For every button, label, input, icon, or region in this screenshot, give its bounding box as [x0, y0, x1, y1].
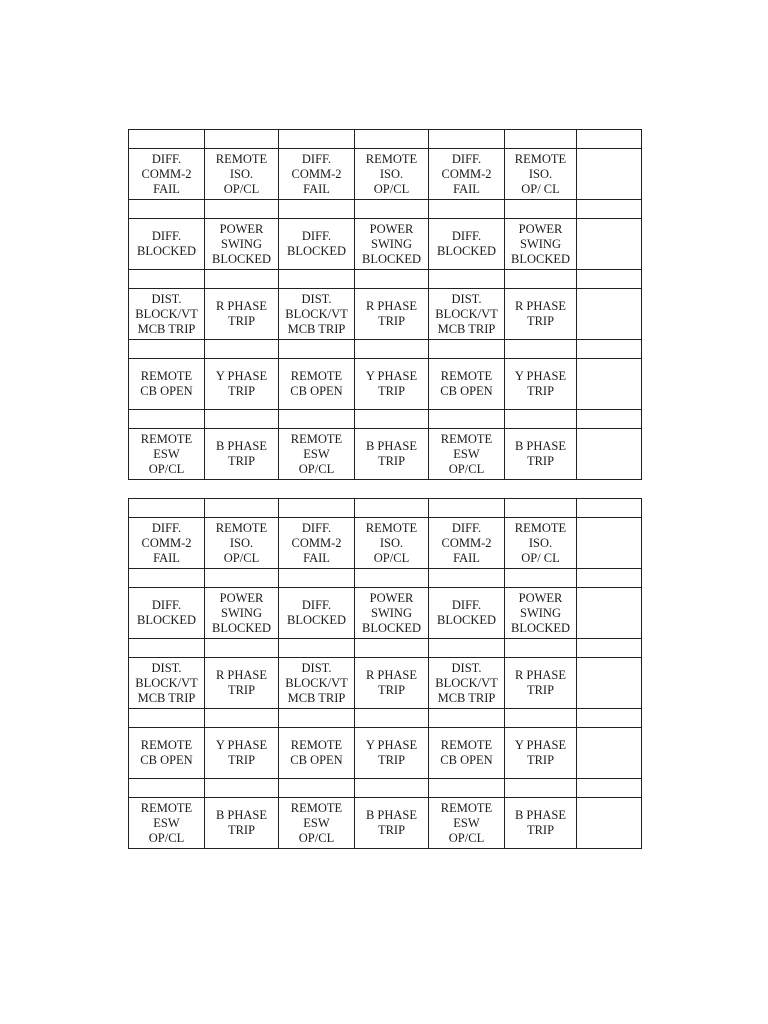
spacer-cell — [505, 709, 577, 728]
spacer-cell — [577, 270, 642, 289]
annunciator-cell: REMOTE ISO. OP/CL — [205, 149, 279, 200]
annunciator-cell: B PHASE TRIP — [505, 429, 577, 480]
annunciator-cell — [577, 149, 642, 200]
spacer-cell — [577, 639, 642, 658]
spacer-cell — [355, 340, 429, 359]
annunciator-cell: DIFF. BLOCKED — [129, 219, 205, 270]
annunciator-table-bottom — [128, 498, 642, 849]
spacer-cell — [205, 709, 279, 728]
spacer-cell — [355, 270, 429, 289]
spacer-cell — [355, 709, 429, 728]
spacer-row — [129, 499, 642, 518]
annunciator-cell: DIFF. BLOCKED — [429, 588, 505, 639]
spacer-cell — [429, 410, 505, 429]
spacer-cell — [429, 340, 505, 359]
spacer-cell — [205, 340, 279, 359]
annunciator-cell: Y PHASE TRIP — [205, 728, 279, 779]
spacer-cell — [279, 130, 355, 149]
spacer-cell — [429, 709, 505, 728]
annunciator-cell: Y PHASE TRIP — [355, 359, 429, 410]
spacer-row — [129, 410, 642, 429]
annunciator-cell: REMOTE ESW OP/CL — [429, 798, 505, 849]
spacer-cell — [129, 130, 205, 149]
spacer-cell — [279, 499, 355, 518]
annunciator-cell: DIFF. COMM-2 FAIL — [429, 518, 505, 569]
spacer-cell — [429, 639, 505, 658]
spacer-cell — [505, 639, 577, 658]
spacer-cell — [279, 270, 355, 289]
annunciator-cell: POWER SWING BLOCKED — [505, 588, 577, 639]
annunciator-cell: R PHASE TRIP — [205, 658, 279, 709]
annunciator-cell — [577, 429, 642, 480]
spacer-cell — [355, 569, 429, 588]
spacer-cell — [129, 639, 205, 658]
annunciator-cell: DIST. BLOCK/VT MCB TRIP — [279, 658, 355, 709]
annunciator-cell: REMOTE CB OPEN — [129, 359, 205, 410]
spacer-cell — [505, 130, 577, 149]
spacer-cell — [279, 779, 355, 798]
spacer-cell — [129, 709, 205, 728]
spacer-cell — [205, 130, 279, 149]
spacer-cell — [355, 639, 429, 658]
spacer-cell — [129, 270, 205, 289]
spacer-cell — [505, 499, 577, 518]
table-row — [129, 149, 642, 200]
table-row — [129, 658, 642, 709]
annunciator-cell — [577, 219, 642, 270]
spacer-cell — [355, 410, 429, 429]
spacer-cell — [505, 569, 577, 588]
annunciator-cell: REMOTE ESW OP/CL — [429, 429, 505, 480]
annunciator-cell: DIST. BLOCK/VT MCB TRIP — [129, 658, 205, 709]
annunciator-cell: Y PHASE TRIP — [505, 728, 577, 779]
spacer-cell — [205, 779, 279, 798]
spacer-cell — [129, 340, 205, 359]
spacer-cell — [129, 499, 205, 518]
spacer-cell — [505, 200, 577, 219]
spacer-cell — [577, 779, 642, 798]
annunciator-cell: REMOTE ESW OP/CL — [279, 429, 355, 480]
spacer-cell — [355, 130, 429, 149]
spacer-cell — [205, 270, 279, 289]
spacer-cell — [205, 639, 279, 658]
table-row — [129, 588, 642, 639]
spacer-cell — [429, 779, 505, 798]
annunciator-table-top — [128, 129, 642, 480]
annunciator-cell: B PHASE TRIP — [505, 798, 577, 849]
annunciator-cell: REMOTE ISO. OP/ CL — [505, 518, 577, 569]
spacer-cell — [577, 130, 642, 149]
spacer-cell — [505, 779, 577, 798]
spacer-cell — [129, 779, 205, 798]
annunciator-cell: POWER SWING BLOCKED — [355, 219, 429, 270]
spacer-cell — [429, 499, 505, 518]
spacer-cell — [505, 270, 577, 289]
annunciator-cell — [577, 798, 642, 849]
annunciator-cell: R PHASE TRIP — [205, 289, 279, 340]
spacer-cell — [279, 200, 355, 219]
table-row — [129, 429, 642, 480]
spacer-row — [129, 200, 642, 219]
spacer-row — [129, 639, 642, 658]
spacer-cell — [429, 569, 505, 588]
annunciator-cell: DIFF. BLOCKED — [129, 588, 205, 639]
annunciator-cell: DIST. BLOCK/VT MCB TRIP — [429, 289, 505, 340]
annunciator-cell: R PHASE TRIP — [505, 658, 577, 709]
annunciator-cell: R PHASE TRIP — [355, 289, 429, 340]
spacer-cell — [205, 569, 279, 588]
annunciator-cell: REMOTE CB OPEN — [429, 728, 505, 779]
spacer-cell — [577, 340, 642, 359]
annunciator-cell: DIFF. BLOCKED — [429, 219, 505, 270]
spacer-cell — [279, 340, 355, 359]
spacer-cell — [355, 200, 429, 219]
spacer-row — [129, 779, 642, 798]
annunciator-cell: DIFF. BLOCKED — [279, 219, 355, 270]
spacer-cell — [205, 410, 279, 429]
annunciator-cell — [577, 588, 642, 639]
spacer-cell — [577, 410, 642, 429]
annunciator-cell: Y PHASE TRIP — [355, 728, 429, 779]
annunciator-body-top — [129, 130, 642, 480]
annunciator-body-bottom — [129, 499, 642, 849]
spacer-row — [129, 709, 642, 728]
spacer-cell — [279, 639, 355, 658]
spacer-cell — [429, 200, 505, 219]
spacer-cell — [429, 130, 505, 149]
spacer-cell — [279, 410, 355, 429]
annunciator-cell — [577, 359, 642, 410]
annunciator-cell: POWER SWING BLOCKED — [205, 588, 279, 639]
spacer-cell — [505, 410, 577, 429]
annunciator-cell: REMOTE ESW OP/CL — [129, 429, 205, 480]
annunciator-cell: DIFF. COMM-2 FAIL — [429, 149, 505, 200]
annunciator-cell — [577, 518, 642, 569]
spacer-cell — [355, 499, 429, 518]
annunciator-cell: DIFF. COMM-2 FAIL — [279, 149, 355, 200]
annunciator-cell: REMOTE ISO. OP/CL — [205, 518, 279, 569]
annunciator-cell: R PHASE TRIP — [355, 658, 429, 709]
annunciator-cell: POWER SWING BLOCKED — [205, 219, 279, 270]
spacer-row — [129, 340, 642, 359]
spacer-cell — [577, 200, 642, 219]
annunciator-cell: DIFF. COMM-2 FAIL — [129, 149, 205, 200]
annunciator-cell: REMOTE CB OPEN — [279, 728, 355, 779]
annunciator-cell: REMOTE CB OPEN — [129, 728, 205, 779]
annunciator-cell: DIFF. COMM-2 FAIL — [129, 518, 205, 569]
spacer-cell — [129, 200, 205, 219]
spacer-row — [129, 569, 642, 588]
spacer-cell — [129, 569, 205, 588]
spacer-cell — [505, 340, 577, 359]
spacer-row — [129, 130, 642, 149]
annunciator-cell: REMOTE ESW OP/CL — [129, 798, 205, 849]
spacer-row — [129, 270, 642, 289]
spacer-cell — [129, 410, 205, 429]
annunciator-cell: REMOTE CB OPEN — [429, 359, 505, 410]
annunciator-cell: REMOTE ISO. OP/CL — [355, 518, 429, 569]
annunciator-cell: DIFF. BLOCKED — [279, 588, 355, 639]
annunciator-cell: DIST. BLOCK/VT MCB TRIP — [129, 289, 205, 340]
annunciator-cell: POWER SWING BLOCKED — [355, 588, 429, 639]
annunciator-cell: REMOTE ISO. OP/CL — [355, 149, 429, 200]
annunciator-cell: B PHASE TRIP — [355, 798, 429, 849]
table-row — [129, 798, 642, 849]
annunciator-cell: B PHASE TRIP — [355, 429, 429, 480]
table-row — [129, 219, 642, 270]
annunciator-cell: R PHASE TRIP — [505, 289, 577, 340]
annunciator-cell: B PHASE TRIP — [205, 798, 279, 849]
table-row — [129, 359, 642, 410]
annunciator-cell: DIST. BLOCK/VT MCB TRIP — [429, 658, 505, 709]
spacer-cell — [577, 709, 642, 728]
annunciator-cell: B PHASE TRIP — [205, 429, 279, 480]
table-row — [129, 289, 642, 340]
annunciator-cell: REMOTE CB OPEN — [279, 359, 355, 410]
annunciator-cell — [577, 658, 642, 709]
annunciator-cell: DIFF. COMM-2 FAIL — [279, 518, 355, 569]
annunciator-cell: POWER SWING BLOCKED — [505, 219, 577, 270]
spacer-cell — [577, 569, 642, 588]
annunciator-cell: REMOTE ISO. OP/ CL — [505, 149, 577, 200]
annunciator-cell: Y PHASE TRIP — [505, 359, 577, 410]
spacer-cell — [429, 270, 505, 289]
annunciator-cell: REMOTE ESW OP/CL — [279, 798, 355, 849]
annunciator-cell: DIST. BLOCK/VT MCB TRIP — [279, 289, 355, 340]
spacer-cell — [577, 499, 642, 518]
spacer-cell — [205, 200, 279, 219]
spacer-cell — [279, 569, 355, 588]
spacer-cell — [355, 779, 429, 798]
table-row — [129, 728, 642, 779]
spacer-cell — [205, 499, 279, 518]
spacer-cell — [279, 709, 355, 728]
annunciator-cell: Y PHASE TRIP — [205, 359, 279, 410]
annunciator-cell — [577, 728, 642, 779]
table-row — [129, 518, 642, 569]
annunciator-cell — [577, 289, 642, 340]
